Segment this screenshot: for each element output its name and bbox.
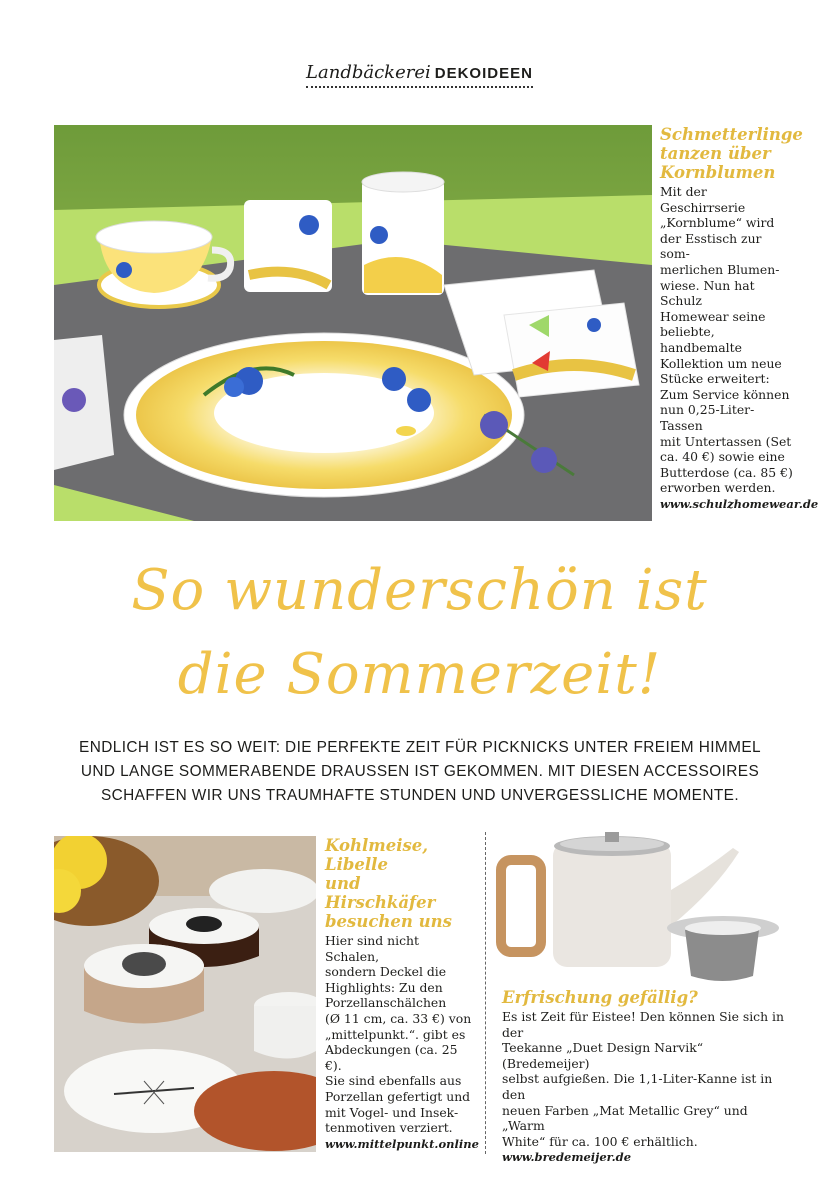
body-line: „Kornblume“ wird xyxy=(660,215,775,231)
title-line: und Hirschkäfer xyxy=(325,874,436,912)
body-line: tenmotiven verziert. xyxy=(325,1120,453,1136)
intro-line: SCHAFFEN WIR UNS TRAUMHAFTE STUNDEN UND UNVERGESSLICHE MOMENTE. xyxy=(100,787,739,804)
body-line: sondern Deckel die xyxy=(325,964,447,980)
body-line: Mit der Geschirrserie xyxy=(660,184,746,215)
body-line: Hier sind nicht Schalen, xyxy=(325,933,419,964)
body-line: „mittelpunkt.“. gibt es xyxy=(325,1026,466,1042)
tableware-body xyxy=(660,184,819,512)
body-line: Zum Service können xyxy=(660,386,790,402)
lids-title xyxy=(325,836,475,931)
lids-url[interactable]: www.mittelpunkt.online xyxy=(325,1136,479,1151)
body-line: nun 0,25-Liter-Tassen xyxy=(660,402,755,433)
body-line: beliebte, handbemalte xyxy=(660,324,742,355)
title-line: Kohlmeise, Libelle xyxy=(325,836,429,874)
headline-line-2: die Sommerzeit! xyxy=(177,642,662,707)
header-section: DEKOIDEEN xyxy=(434,65,533,82)
body-line: merlichen Blumen- xyxy=(660,261,780,277)
body-line: Es ist Zeit für Eistee! Den können Sie sich in der xyxy=(502,1009,784,1040)
lids-body xyxy=(325,933,479,1152)
headline-line-1: So wunderschön ist xyxy=(131,558,708,623)
intro-line: ENDLICH IST ES SO WEIT: DIE PERFEKTE ZEIT FÜR PICKNICKS UNTER FREIEM HIMMEL xyxy=(79,739,761,756)
body-line: mit Untertassen (Set xyxy=(660,433,792,449)
tableware-url[interactable]: www.schulzhomewear.de xyxy=(660,496,819,511)
page-header xyxy=(0,62,839,88)
body-line: neuen Farben „Mat Metallic Grey“ und „Warm xyxy=(502,1102,748,1134)
tableware-title xyxy=(660,125,803,182)
intro-text xyxy=(60,736,780,808)
body-line: Butterdose (ca. 85 €) xyxy=(660,464,793,480)
body-line: mit Vogel- und Insek- xyxy=(325,1104,459,1120)
header-script: Landbäckerei xyxy=(306,62,431,83)
body-line: (Ø 11 cm, ca. 33 €) von xyxy=(325,1010,472,1026)
body-line: selbst aufgießen. Die 1,1-Liter-Kanne ist in den xyxy=(502,1071,773,1102)
porcelain-lids-photo xyxy=(54,836,316,1152)
column-divider xyxy=(485,832,486,1154)
title-line: Schmetterlinge xyxy=(660,125,803,144)
teapot-caption xyxy=(502,988,792,1166)
body-line: Teekanne „Duet Design Narvik“ (Bredemeijer) xyxy=(502,1040,704,1071)
teapot-body xyxy=(502,1009,792,1166)
tableware-caption xyxy=(660,125,819,512)
body-line: Sie sind ebenfalls aus xyxy=(325,1073,462,1089)
tableware-photo xyxy=(54,125,652,521)
body-line: Abdeckungen (ca. 25 €). xyxy=(325,1042,458,1073)
title-line: Kornblumen xyxy=(660,163,776,182)
body-line: Homewear seine xyxy=(660,308,766,324)
body-line: White“ für ca. 100 € erhältlich. xyxy=(502,1133,698,1149)
lids-caption xyxy=(325,836,479,1152)
intro-line: UND LANGE SOMMERABENDE DRAUSSEN IST GEKOMMEN. MIT DIESEN ACCESSOIRES xyxy=(80,763,760,780)
body-line: ca. 40 €) sowie eine xyxy=(660,449,785,465)
teapot-photo xyxy=(495,830,785,990)
body-line: Kollektion um neue xyxy=(660,355,782,371)
body-line: Porzellanschälchen xyxy=(325,995,447,1011)
body-line: wiese. Nun hat Schulz xyxy=(660,277,755,309)
body-line: erworben werden. xyxy=(660,480,776,496)
body-line: Porzellan gefertigt und xyxy=(325,1088,471,1104)
teapot-title: Erfrischung gefällig? xyxy=(502,988,698,1007)
body-line: Highlights: Zu den xyxy=(325,979,443,995)
teapot-url[interactable]: www.bredemeijer.de xyxy=(502,1150,632,1165)
title-line: tanzen über xyxy=(660,144,771,163)
body-line: der Esstisch zur som- xyxy=(660,230,762,262)
title-line: besuchen uns xyxy=(325,912,452,931)
body-line: Stücke erweitert: xyxy=(660,371,770,387)
